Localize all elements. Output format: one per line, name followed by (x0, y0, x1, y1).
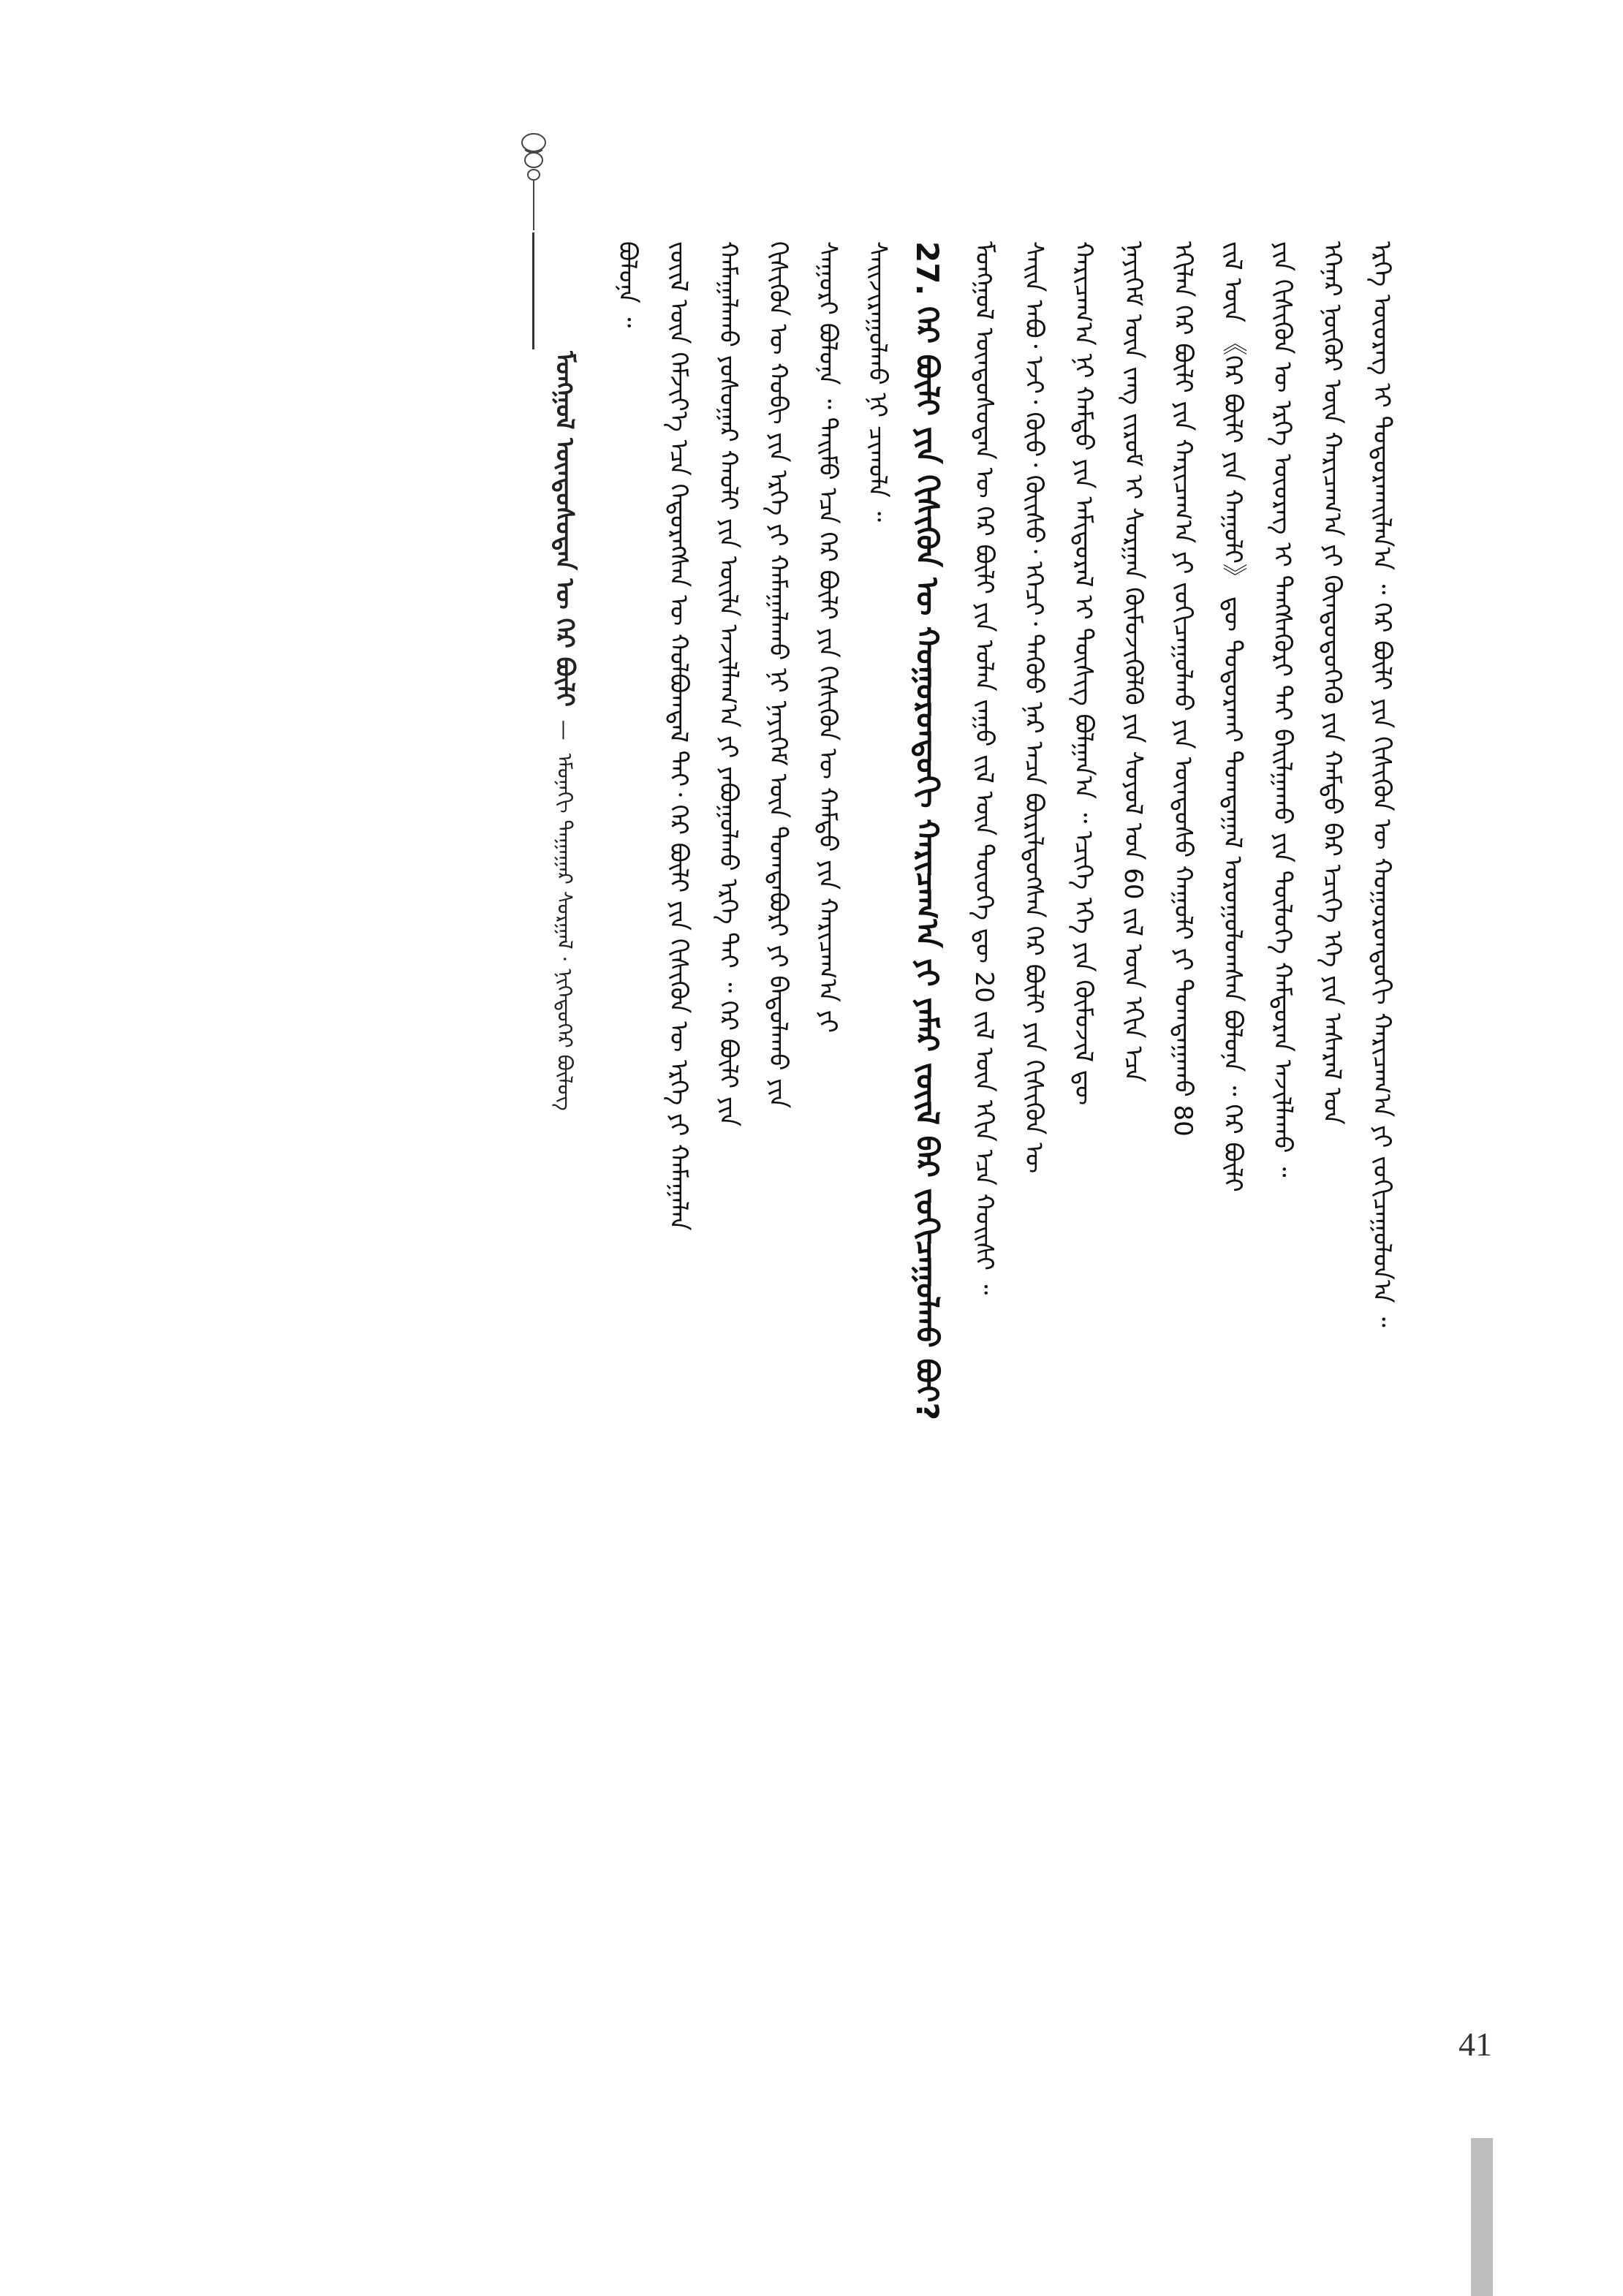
text-column: ᠮᠣᠩᠭᠣᠯ ᠦᠨᠳᠦᠰᠦᠲᠡᠨ ᠦ ᠭᠡᠷ ᠪᠦᠯᠢ ᠶᠢᠨ ᠣᠯᠠᠨ ᠵᠠᠭᠤ ᠵᠢᠯ ᠦᠨ ᠲᠦᠦᠬᠡ ᠳᠦ 20 ᠵᠢᠯ ᠦᠨ ᠡᠬᠢᠨ ᠡᠴᠡ ᠬᠣᠢᠰᠢ ᠃ (969, 241, 999, 1295)
text-column: ᠰᠠᠢᠨ ᠠᠪᠤ᠂ ᠡᠵᠢ᠂ ᠬᠦᠦ᠂ ᠬᠦᠢᠰᠦ᠂ ᠡᠭᠡᠴᠢ᠂ ᠳᠡᠭᠦᠦ ᠨᠠᠷ ᠠᠴᠠ ᠪᠦᠷᠢᠯᠳᠦᠭᠰᠡᠨ ᠭᠡᠷ ᠪᠦᠯᠢ ᠶᠢᠨ ᠭᠢᠰᠢᠭᠦᠨ ᠦ (1019, 241, 1048, 1174)
text-column: ᠭᠢᠰᠢᠭᠦᠨ ᠦ ᠬᠤᠪᠢ ᠶᠢᠨ ᠡᠷᠬᠡ ᠶᠢ ᠬᠠᠮᠠᠭᠠᠯᠠᠬᠤ ᠨᠢ ᠨᠡᠶᠢᠭᠡᠮ ᠦᠨ ᠲᠣᠭᠲᠠᠪᠤᠷᠢ ᠶᠢ ᠪᠠᠲᠤᠯᠠᠬᠤ ᠶᠢᠨ (763, 241, 792, 1109)
running-head-subtitle: ᠡᠮᠦᠨᠡᠬᠢ ᠳᠠᠭᠠᠭᠠᠷ ᠰᠤᠷᠭᠠᠯ · ᠨᠢᠭᠡᠳᠦᠭᠡᠷ ᠪᠦᠯᠦᠭ (553, 753, 577, 1111)
text-column: ᠬᠠᠮᠠᠭᠠᠯᠠᠬᠤ ᠶᠣᠰᠣᠭᠠᠷ ᠬᠠᠤᠯᠢ ᠶᠢᠨ ᠦᠢᠯᠡ ᠠᠵᠢᠯᠯᠠᠭ᠎ᠠ ᠶᠢ ᠶᠠᠪᠤᠭᠤᠯᠬᠤ ᠡᠷᠬᠡ ᠲᠠᠢ ᠃ ᠭᠡᠷ ᠪᠦᠯᠢ ᠶᠢᠨ (714, 241, 743, 1127)
page-edge-tab (1471, 2138, 1493, 2296)
text-column: ᠡᠬᠡᠨᠡᠷ ᠨᠥᠬᠦᠷ ᠦᠨ ᠬᠠᠷᠢᠴᠠᠭ᠎ᠠ ᠶᠢ ᠬᠦᠨᠳᠦᠲᠦᠭᠡᠬᠦ ᠶᠢᠨ ᠬᠠᠮᠲᠤ ᠪᠠᠷ ᠡᠴᠢᠭᠡ ᠡᠬᠡ ᠶᠢᠨ ᠠᠰᠠᠷᠠᠯ ᠤᠨ (1317, 241, 1347, 1125)
page-number: 41 (1459, 2026, 1492, 2063)
text-column: ᠨᠡᠶᠢᠭᠡᠮ ᠦᠨ ᠵᠠᠩ ᠵᠢᠷᠤᠮ ᠢ ᠰᠤᠷᠭᠠᠨ ᠬᠦᠮᠦᠵᠢᠭᠦᠯᠬᠦ ᠶᠢᠨ ᠰᠣᠶᠣᠯ ᠤᠨ 60 ᠵᠢᠯ ᠦᠨ ᠡᠬᠢᠨ ᠡᠴᠡ (1119, 241, 1148, 1083)
text-column: ᠡᠷᠬᠡ ᠦᠦᠷᠡᠭ ᠢ ᠲᠣᠳᠣᠷᠬᠠᠢᠯᠠᠨ᠎ᠠ ᠃ ᠭᠡᠷ ᠪᠦᠯᠢ ᠶᠢᠨ ᠭᠢᠰᠢᠭᠦᠨ ᠦ ᠬᠣᠭᠣᠷᠣᠨᠳᠣᠬᠢ ᠬᠠᠷᠢᠴᠠᠭ᠎ᠠ ᠶᠢ ᠵᠣᠬᠢᠴᠠᠭᠤᠯᠤᠨ᠎ᠠ ᠃ (1367, 241, 1396, 1327)
running-head-title: ᠮᠣᠩᠭᠣᠯ ᠦᠨᠳᠦᠰᠦᠲᠡᠨ ᠦ ᠭᠡᠷ ᠪᠦᠯᠢ (550, 351, 579, 707)
ornament-icon (512, 128, 556, 230)
header-rule (532, 232, 534, 349)
text-column: ᠵᠢᠯ ᠦᠨ 《ᠭᠡᠷ ᠪᠦᠯᠢ ᠶᠢᠨ ᠬᠠᠭᠤᠯᠢ》 ᠳᠦ ᠲᠣᠳᠣᠷᠬᠠᠢ ᠲᠣᠭᠲᠠᠭᠠᠯ ᠣᠷᠣᠭᠤᠯᠤᠭᠰᠠᠨ ᠪᠣᠯᠤᠨᠠ ᠃ ᠭᠡᠷ ᠪᠦᠯᠢ (1218, 241, 1247, 1192)
text-column: ᠡᠬᠢᠯᠡᠨ ᠭᠡᠷ ᠪᠦᠯᠢ ᠶᠢᠨ ᠬᠠᠷᠢᠴᠠᠭ᠎ᠠ ᠶᠢ ᠵᠣᠬᠢᠴᠠᠭᠤᠯᠬᠤ ᠶᠢᠨ ᠦᠨᠳᠦᠰᠦ ᠬᠠᠭᠤᠯᠢ ᠶᠢ ᠲᠣᠭᠲᠠᠭᠠᠬᠤ 80 (1168, 241, 1198, 1137)
text-column: ᠶᠢᠨ ᠭᠢᠰᠢᠭᠦᠨ ᠦ ᠡᠷᠬᠡ ᠦᠦᠷᠡᠭ ᠢ ᠲᠡᠩᠰᠡᠭᠦᠷᠢ ᠲᠠᠢ ᠪᠠᠢᠯᠭᠠᠬᠤ ᠶᠢᠨ ᠲᠥᠯᠦᠭᠡ ᠬᠠᠮᠲᠤᠷᠠᠨ ᠠᠵᠢᠯᠯᠠᠬᠤ ᠃ (1268, 241, 1297, 1178)
text-column: ᠬᠠᠷᠢᠴᠠᠭ᠎ᠠ ᠨᠢ ᠬᠠᠮᠲᠤ ᠶᠢᠨ ᠠᠮᠢᠳᠤᠷᠠᠯ ᠢ ᠲᠦᠰᠢᠭ ᠪᠣᠯᠭᠠᠨ᠎ᠠ ᠃ ᠡᠴᠢᠭᠡ ᠡᠬᠡ ᠶᠢᠨ ᠬᠦᠮᠦᠵᠢᠯ ᠳᠦ (1069, 241, 1098, 1105)
text-column: ᠵᠦᠢᠯ ᠦᠨ ᠬᠡᠮᠵᠢᠶ᠎ᠡ ᠡᠴᠡ ᠬᠡᠲᠦᠷᠡᠭᠰᠡᠨ ᠦ ᠬᠣᠯᠪᠣᠭᠳᠠᠯ ᠲᠠᠢ᠂ ᠭᠡᠷ ᠪᠦᠯᠢ ᠶᠢᠨ ᠭᠢᠰᠢᠭᠦᠨ ᠦ ᠡᠷᠬᠡ ᠶᠢ ᠬᠠᠮᠠᠭᠠᠯᠠᠨ (664, 241, 693, 1231)
text-column: ᠪᠣᠯᠤᠨᠠ ᠃ (613, 241, 642, 328)
text-column: ᠰᠠᠢᠵᠢᠷᠠᠭᠤᠯᠬᠤ ᠨᠢ ᠴᠢᠬᠤᠯᠠ ᠃ (863, 241, 892, 522)
text-column: ᠰᠠᠭᠤᠷᠢ ᠪᠣᠯᠤᠨᠠ ᠃ ᠲᠡᠢᠮᠦ ᠡᠴᠡ ᠭᠡᠷ ᠪᠦᠯᠢ ᠶᠢᠨ ᠭᠢᠰᠢᠭᠦᠨ ᠦ ᠬᠠᠮᠲᠤ ᠶᠢᠨ ᠬᠠᠷᠢᠴᠠᠭ᠎ᠠ ᠶᠢ (813, 241, 842, 1034)
running-head: ᠮᠣᠩᠭᠣᠯ ᠦᠨᠳᠦᠰᠦᠲᠡᠨ ᠦ ᠭᠡᠷ ᠪᠦᠯᠢ — ᠡᠮᠦᠨᠡᠬᠢ ᠳᠠᠭᠠᠭᠠᠷ ᠰᠤᠷᠭᠠᠯ · ᠨᠢᠭᠡᠳᠦᠭᠡᠷ ᠪᠦᠯᠦᠭ (550, 351, 579, 1111)
section-heading: 27. ᠭᠡᠷ ᠪᠦᠯᠢ ᠶᠢᠨ ᠭᠢᠰᠢᠭᠦᠨ ᠦ ᠬᠣᠭᠣᠷᠣᠨᠳᠣᠬᠢ ᠬᠠᠷᠢᠴᠠᠭ᠎ᠠ ᠶᠢ ᠶᠠᠮᠠᠷ ᠵᠦᠢᠯ ᠪᠡᠷ ᠵᠣᠬᠢᠴᠠᠭᠤᠯᠬᠤ ᠪᠤᠢ? (909, 241, 945, 1420)
